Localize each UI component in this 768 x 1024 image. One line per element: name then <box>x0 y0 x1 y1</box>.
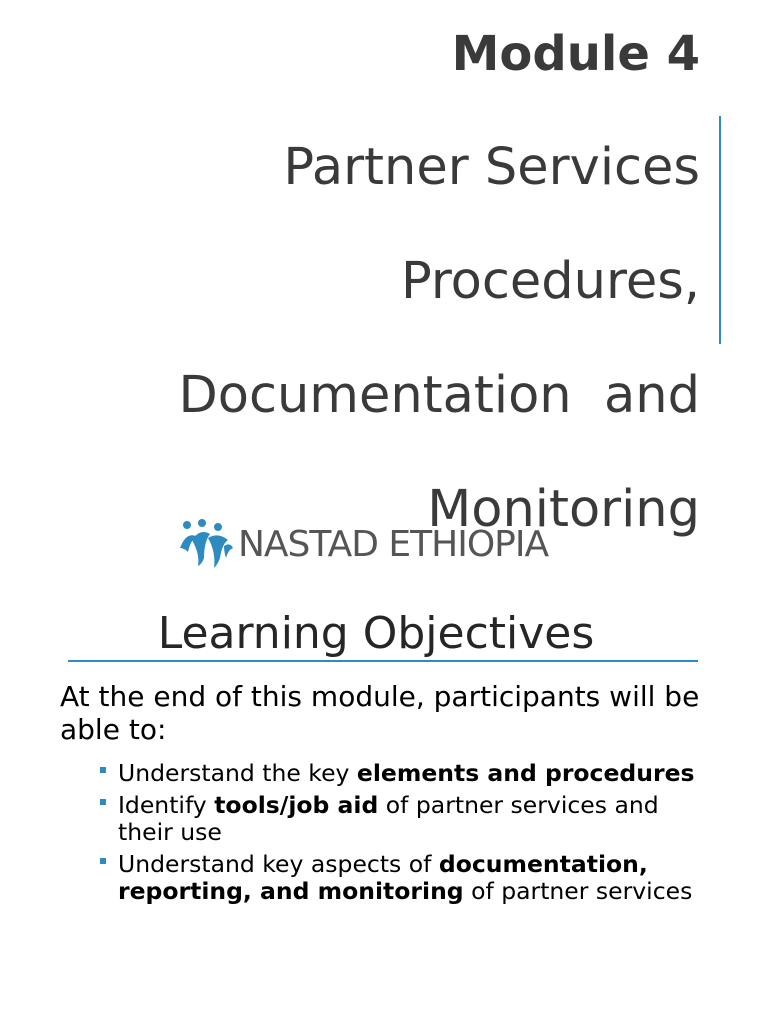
bullet-text-bold: tools/job aid <box>214 791 379 819</box>
title-divider <box>68 660 698 662</box>
list-item <box>96 792 716 846</box>
title-block <box>60 26 700 595</box>
nastad-figures-logo-icon <box>178 518 234 570</box>
accent-bar <box>719 116 721 344</box>
intro-text: At the end of this module, participants will be able to: <box>60 680 700 746</box>
subtitle-line: Partner Services <box>283 138 700 197</box>
subtitle-line: Procedures, <box>400 252 700 311</box>
bullet-text-post: of partner services and their use <box>118 791 659 846</box>
subtitle-line: Documentation and <box>178 366 700 425</box>
bullet-text-pre: Understand key aspects of <box>118 850 439 878</box>
square-bullet-icon <box>100 767 106 773</box>
nastad-logo <box>178 516 548 572</box>
bullet-text-pre: Understand the key <box>118 759 357 787</box>
bullet-text-pre: Identify <box>118 791 215 819</box>
bullet-text-bold: documentation, reporting, and monitoring <box>118 850 648 905</box>
objectives-list <box>96 760 716 910</box>
square-bullet-icon <box>100 799 106 805</box>
bullet-text-bold: elements and procedures <box>356 759 695 787</box>
logo-text: NASTAD ETHIOPIA <box>238 523 549 565</box>
list-item <box>96 851 716 905</box>
module-title: Module 4 <box>451 26 700 82</box>
list-item <box>96 760 716 787</box>
bullet-text-post: of partner services <box>463 877 693 905</box>
square-bullet-icon <box>100 858 106 864</box>
subtitle-line: Monitoring <box>427 480 700 539</box>
learning-objectives-title: Learning Objectives <box>157 608 595 659</box>
